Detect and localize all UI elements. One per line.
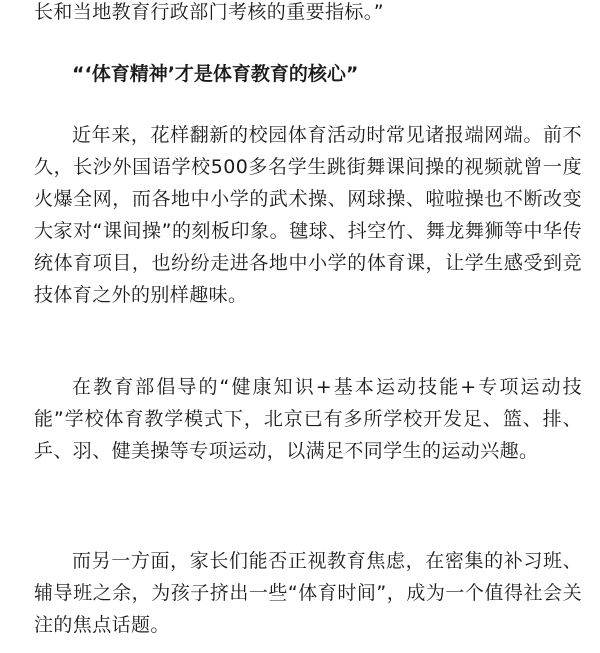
paragraph-quote-ending: 长和当地教育行政部门考核的重要指标。” (34, 1, 384, 23)
paragraph-campus-sports: 近年来，花样翻新的校园体育活动时常见诸报端网端。前不久，长沙外国语学校500多名学生跳街舞课间操的视频就曾一度火爆全网，而各地中小学的武术操、网球操、啦啦操也不断改变大家对“课间操”的刻板印象。毽球、抖空竹、舞龙舞狮等中华传统体育项目，也纷纷走进各地中小学的体育课，让学生感受到竞技体育之外的别样趣味。 (34, 124, 582, 306)
section-heading: “‘体育精神’才是体育教育的核心” (72, 63, 359, 85)
paragraph-parents-anxiety: 而另一方面，家长们能否正视教育焦虑，在密集的补习班、辅导班之余，为孩子挤出一些“体育时间”，成为一个值得社会关注的焦点话题。 (34, 550, 582, 636)
paragraph-teaching-model: 在教育部倡导的“健康知识+基本运动技能+专项运动技能”学校体育教学模式下，北京已有多所学校开发足、篮、排、乒、羽、健美操等专项运动，以满足不同学生的运动兴趣。 (34, 376, 582, 462)
